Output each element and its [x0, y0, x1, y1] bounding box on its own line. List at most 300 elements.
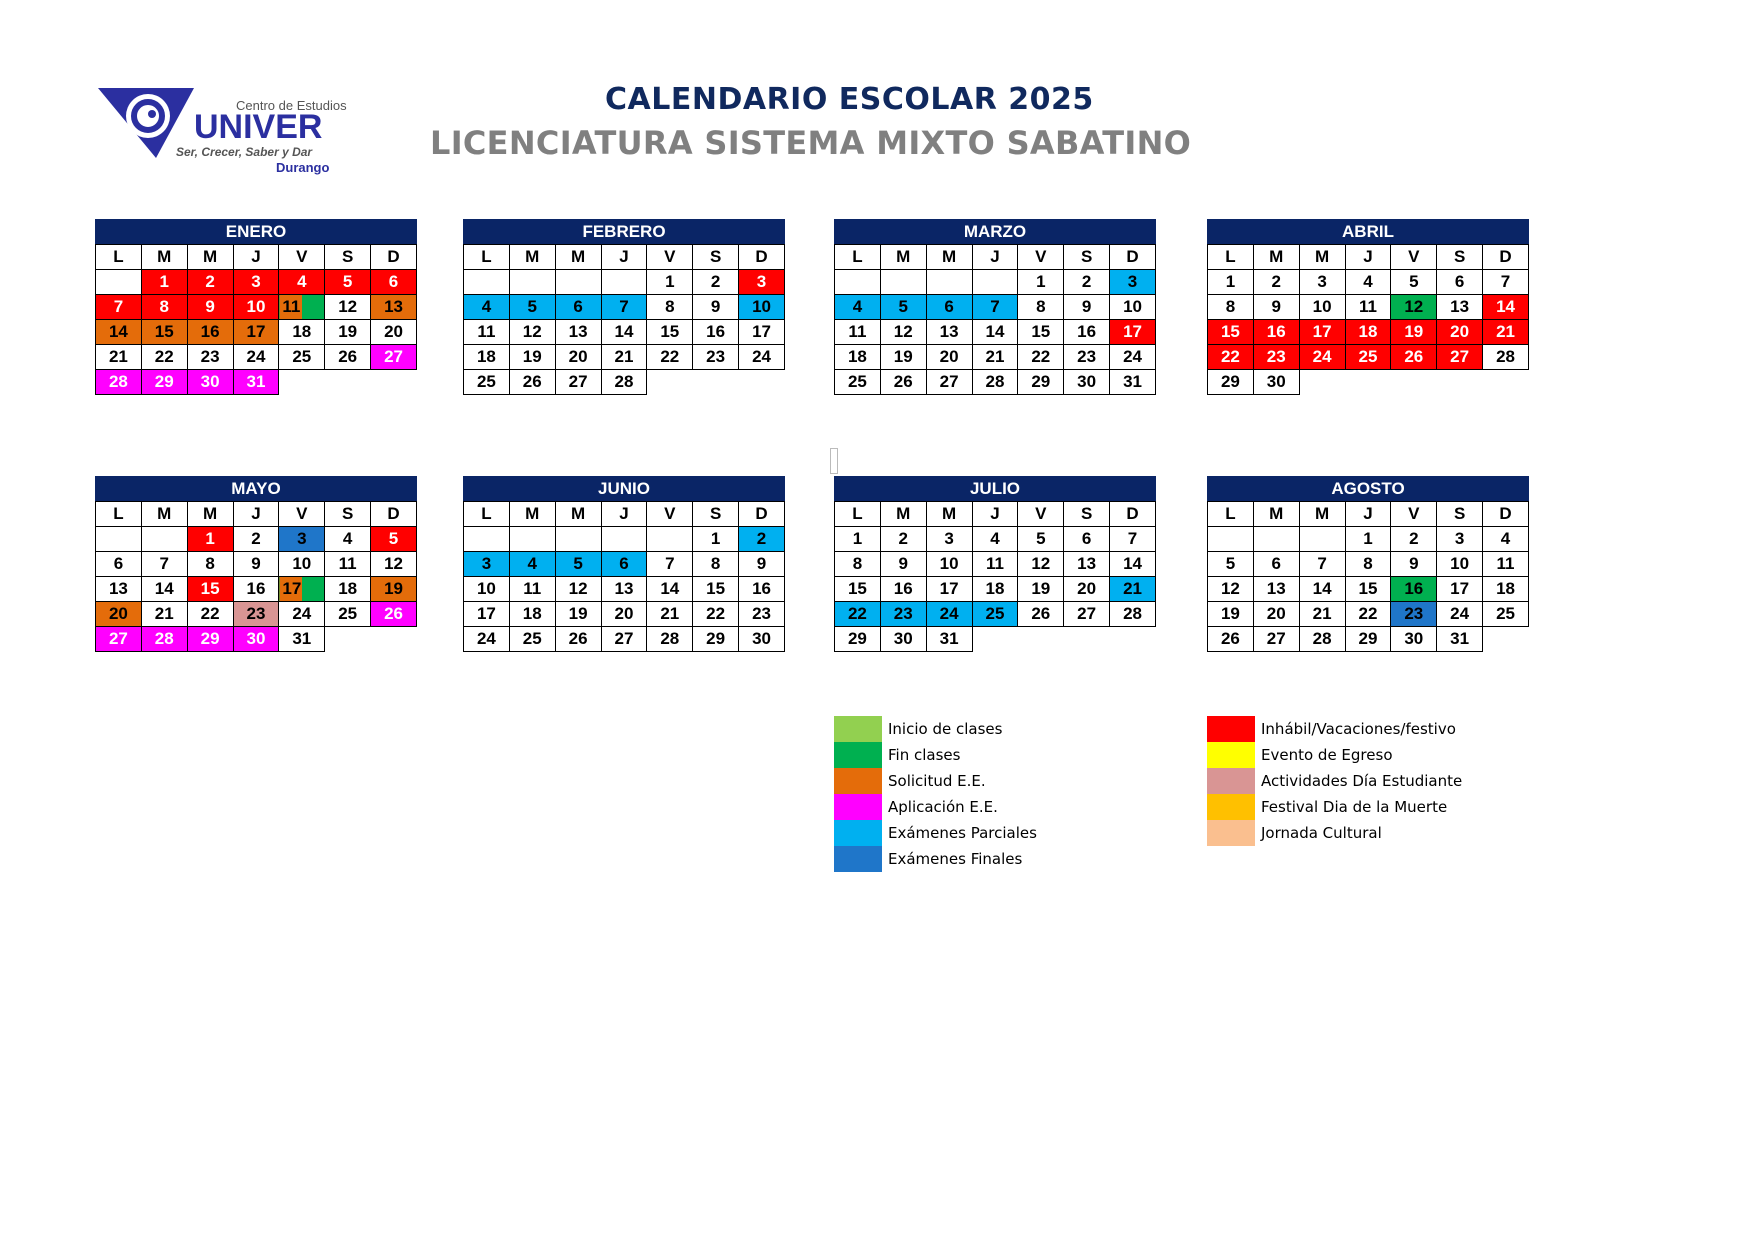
day-cell: 11: [464, 320, 510, 345]
day-cell: 29: [835, 627, 881, 652]
legend-label: Evento de Egreso: [1261, 746, 1393, 764]
day-cell: 17: [1299, 320, 1345, 345]
day-cell: 13: [371, 295, 417, 320]
day-cell: 23: [233, 602, 279, 627]
day-cell: 19: [509, 345, 555, 370]
weekday-header: S: [325, 245, 371, 270]
month-agosto: [1207, 476, 1529, 652]
day-cell: 13: [555, 320, 601, 345]
month-title: ABRIL: [1207, 219, 1529, 244]
empty-day: [509, 527, 555, 552]
legend-label: Inhábil/Vacaciones/festivo: [1261, 720, 1456, 738]
day-cell: 14: [647, 577, 693, 602]
day-cell: 29: [1345, 627, 1391, 652]
day-cell: 16: [693, 320, 739, 345]
empty-day: [555, 270, 601, 295]
day-cell: 10: [464, 577, 510, 602]
day-cell: 7: [96, 295, 142, 320]
day-cell: 28: [972, 370, 1018, 395]
weekday-header: M: [141, 502, 187, 527]
day-cell: 14: [1483, 295, 1529, 320]
weekday-header: L: [96, 502, 142, 527]
day-cell: 15: [141, 320, 187, 345]
day-cell: 12: [1208, 577, 1254, 602]
day-cell: 12: [1391, 295, 1437, 320]
legend-label: Actividades Día Estudiante: [1261, 772, 1463, 790]
day-cell: 18: [1483, 577, 1529, 602]
day-cell: 16: [1253, 320, 1299, 345]
day-cell: 23: [1253, 345, 1299, 370]
blank-cell: [693, 370, 739, 395]
day-cell: 26: [1391, 345, 1437, 370]
legend-item-cultural: [1207, 820, 1382, 846]
day-cell: 12: [880, 320, 926, 345]
legend-swatch: [1207, 820, 1255, 846]
day-cell: 14: [1299, 577, 1345, 602]
day-cell: 15: [1018, 320, 1064, 345]
day-cell: 17: [1437, 577, 1483, 602]
day-cell: 21: [601, 345, 647, 370]
day-cell: 1: [1345, 527, 1391, 552]
day-cell: 19: [555, 602, 601, 627]
day-cell: 18: [279, 320, 325, 345]
day-cell: 27: [1253, 627, 1299, 652]
day-cell: 7: [1299, 552, 1345, 577]
day-cell: 2: [1391, 527, 1437, 552]
day-cell: 3: [1110, 270, 1156, 295]
legend-swatch: [834, 794, 882, 820]
day-cell: 16: [1391, 577, 1437, 602]
day-cell: 22: [1345, 602, 1391, 627]
blank-cell: [1018, 627, 1064, 652]
day-cell: 21: [972, 345, 1018, 370]
legend-label: Exámenes Parciales: [888, 824, 1037, 842]
day-cell: 1: [1018, 270, 1064, 295]
legend-item-fin: [834, 742, 960, 768]
day-cell: 14: [96, 320, 142, 345]
day-cell: 26: [555, 627, 601, 652]
day-cell: 15: [693, 577, 739, 602]
day-cell: 24: [926, 602, 972, 627]
logo-brand: UNIVER: [194, 108, 323, 146]
empty-day: [647, 527, 693, 552]
day-cell: 20: [1253, 602, 1299, 627]
empty-day: [1253, 527, 1299, 552]
weekday-header: M: [555, 502, 601, 527]
day-cell: 31: [926, 627, 972, 652]
legend-item-finales: [834, 846, 1022, 872]
day-cell: 3: [233, 270, 279, 295]
day-cell: 5: [880, 295, 926, 320]
weekday-header: M: [1299, 245, 1345, 270]
legend-swatch: [834, 768, 882, 794]
weekday-header: D: [739, 245, 785, 270]
day-cell: 11: [325, 552, 371, 577]
day-cell: 9: [880, 552, 926, 577]
blank-cell: [1437, 370, 1483, 395]
legend-item-aplicacion: [834, 794, 998, 820]
day-cell: 1: [693, 527, 739, 552]
empty-day: [509, 270, 555, 295]
day-cell: 7: [647, 552, 693, 577]
day-cell: 9: [693, 295, 739, 320]
legend-item-muerte: [1207, 794, 1447, 820]
day-cell: 1: [187, 527, 233, 552]
empty-day: [972, 270, 1018, 295]
day-cell: 2: [880, 527, 926, 552]
weekday-header: D: [1110, 502, 1156, 527]
day-cell: 14: [601, 320, 647, 345]
weekday-header: M: [880, 502, 926, 527]
day-cell: 10: [1299, 295, 1345, 320]
empty-day: [96, 527, 142, 552]
day-cell: 12: [371, 552, 417, 577]
day-cell: 5: [1208, 552, 1254, 577]
empty-day: [141, 527, 187, 552]
day-cell: 8: [1018, 295, 1064, 320]
logo-slogan: Ser, Crecer, Saber y Dar: [176, 145, 313, 159]
legend-item-estudiante: [1207, 768, 1462, 794]
day-cell: 27: [371, 345, 417, 370]
day-cell: 19: [371, 577, 417, 602]
day-cell: 21: [1483, 320, 1529, 345]
day-cell: 30: [233, 627, 279, 652]
day-cell: 12: [509, 320, 555, 345]
day-cell: 8: [141, 295, 187, 320]
day-cell: 13: [96, 577, 142, 602]
empty-day: [880, 270, 926, 295]
day-cell: 18: [464, 345, 510, 370]
day-cell: 24: [464, 627, 510, 652]
day-cell: 13: [1437, 295, 1483, 320]
day-cell: 22: [693, 602, 739, 627]
logo-tagline-top: Centro de Estudios: [236, 98, 347, 113]
weekday-header: S: [693, 502, 739, 527]
day-cell: 30: [1391, 627, 1437, 652]
day-cell: 29: [1018, 370, 1064, 395]
day-cell: 13: [601, 577, 647, 602]
empty-day: [555, 527, 601, 552]
day-cell: 8: [187, 552, 233, 577]
day-cell: 30: [1064, 370, 1110, 395]
day-cell: 3: [926, 527, 972, 552]
day-cell: 4: [464, 295, 510, 320]
day-cell: 25: [279, 345, 325, 370]
weekday-header: V: [647, 245, 693, 270]
legend-item-egreso: [1207, 742, 1393, 768]
blank-cell: [325, 370, 371, 395]
month-title: MARZO: [834, 219, 1156, 244]
day-cell: 4: [509, 552, 555, 577]
weekday-header: S: [1064, 245, 1110, 270]
day-cell: 26: [880, 370, 926, 395]
day-cell: 3: [279, 527, 325, 552]
day-cell: 19: [880, 345, 926, 370]
day-cell: 1: [835, 527, 881, 552]
month-title: JULIO: [834, 476, 1156, 501]
day-cell: 21: [141, 602, 187, 627]
day-cell: 5: [555, 552, 601, 577]
day-cell: 11: [835, 320, 881, 345]
day-cell: 9: [1064, 295, 1110, 320]
day-cell: 19: [325, 320, 371, 345]
empty-day: [1208, 527, 1254, 552]
weekday-header: M: [187, 502, 233, 527]
day-cell: 29: [141, 370, 187, 395]
weekday-header: V: [1391, 245, 1437, 270]
blank-cell: [371, 627, 417, 652]
day-cell: 9: [1253, 295, 1299, 320]
day-cell: 9: [233, 552, 279, 577]
weekday-header: D: [371, 245, 417, 270]
blank-cell: [1391, 370, 1437, 395]
weekday-header: M: [1253, 502, 1299, 527]
weekday-header: J: [972, 245, 1018, 270]
weekday-header: M: [509, 502, 555, 527]
day-cell: 14: [1110, 552, 1156, 577]
weekday-header: L: [835, 245, 881, 270]
weekday-header: D: [1110, 245, 1156, 270]
day-cell: 12: [325, 295, 371, 320]
day-cell: 23: [739, 602, 785, 627]
day-cell: 23: [187, 345, 233, 370]
day-cell: 20: [926, 345, 972, 370]
weekday-header: D: [1483, 502, 1529, 527]
empty-day: [601, 270, 647, 295]
day-cell: 30: [187, 370, 233, 395]
weekday-header: V: [647, 502, 693, 527]
legend-label: Jornada Cultural: [1261, 824, 1382, 842]
day-cell: 10: [1110, 295, 1156, 320]
legend-item-inicio: [834, 716, 1002, 742]
day-cell: 26: [1018, 602, 1064, 627]
weekday-header: V: [279, 245, 325, 270]
day-cell: 15: [1208, 320, 1254, 345]
blank-cell: [1483, 627, 1529, 652]
day-cell: 28: [601, 370, 647, 395]
day-cell: 20: [601, 602, 647, 627]
weekday-header: V: [1391, 502, 1437, 527]
day-cell: 6: [371, 270, 417, 295]
weekday-header: V: [1018, 502, 1064, 527]
weekday-header: S: [1437, 502, 1483, 527]
day-cell: 10: [739, 295, 785, 320]
day-cell: 15: [647, 320, 693, 345]
day-cell: 20: [1064, 577, 1110, 602]
day-cell: 13: [926, 320, 972, 345]
day-cell: 1: [141, 270, 187, 295]
day-cell: 24: [233, 345, 279, 370]
blank-cell: [1345, 370, 1391, 395]
legend-label: Festival Dia de la Muerte: [1261, 798, 1448, 816]
day-cell: 22: [835, 602, 881, 627]
day-cell: 11: [1345, 295, 1391, 320]
day-cell: 14: [141, 577, 187, 602]
legend-swatch: [1207, 742, 1255, 768]
day-cell: 9: [1391, 552, 1437, 577]
day-cell: 17: [739, 320, 785, 345]
blank-cell: [972, 627, 1018, 652]
day-cell: 28: [1483, 345, 1529, 370]
day-cell: 21: [1299, 602, 1345, 627]
day-cell: 22: [141, 345, 187, 370]
day-cell: 6: [926, 295, 972, 320]
day-cell: 10: [233, 295, 279, 320]
legend-item-solicitud: [834, 768, 986, 794]
day-cell: 2: [187, 270, 233, 295]
day-cell: 7: [141, 552, 187, 577]
day-cell: 7: [601, 295, 647, 320]
day-cell: 15: [187, 577, 233, 602]
month-abril: [1207, 219, 1529, 395]
day-cell: 26: [371, 602, 417, 627]
day-cell: 8: [647, 295, 693, 320]
weekday-header: D: [371, 502, 417, 527]
month-title: FEBRERO: [463, 219, 785, 244]
day-cell: 1: [1208, 270, 1254, 295]
blank-cell: [1110, 627, 1156, 652]
weekday-header: M: [926, 245, 972, 270]
blank-cell: [1299, 370, 1345, 395]
weekday-header: S: [325, 502, 371, 527]
weekday-header: J: [601, 245, 647, 270]
month-marzo: [834, 219, 1156, 395]
day-cell: 30: [739, 627, 785, 652]
day-cell: 27: [555, 370, 601, 395]
day-cell: 6: [96, 552, 142, 577]
legend-swatch: [834, 742, 882, 768]
day-cell: 5: [1018, 527, 1064, 552]
day-cell: 3: [464, 552, 510, 577]
univer-logo: [96, 86, 352, 178]
day-cell: 29: [187, 627, 233, 652]
day-cell: 13: [1253, 577, 1299, 602]
legend-swatch: [1207, 794, 1255, 820]
day-cell: 18: [835, 345, 881, 370]
day-cell: 6: [1253, 552, 1299, 577]
day-cell: 27: [1437, 345, 1483, 370]
page-title: CALENDARIO ESCOLAR 2025: [605, 82, 1094, 117]
day-cell: 19: [1391, 320, 1437, 345]
weekday-header: D: [739, 502, 785, 527]
empty-day: [96, 270, 142, 295]
day-cell: 24: [1437, 602, 1483, 627]
weekday-header: M: [880, 245, 926, 270]
weekday-header: L: [1208, 502, 1254, 527]
empty-day: [601, 527, 647, 552]
day-cell: 17: [464, 602, 510, 627]
legend-item-inhabil: [1207, 716, 1456, 742]
day-cell: 18: [1345, 320, 1391, 345]
day-cell: 16: [739, 577, 785, 602]
day-cell: 4: [1345, 270, 1391, 295]
day-cell: 5: [371, 527, 417, 552]
blank-cell: [1064, 627, 1110, 652]
weekday-header: J: [1345, 245, 1391, 270]
legend-label: Fin clases: [888, 746, 961, 764]
legend-label: Exámenes Finales: [888, 850, 1023, 868]
weekday-header: V: [1018, 245, 1064, 270]
day-cell: 25: [464, 370, 510, 395]
weekday-header: M: [555, 245, 601, 270]
weekday-header: J: [233, 245, 279, 270]
weekday-header: L: [96, 245, 142, 270]
empty-day: [835, 270, 881, 295]
day-cell: 30: [880, 627, 926, 652]
day-cell: 21: [1110, 577, 1156, 602]
page-subtitle: LICENCIATURA SISTEMA MIXTO SABATINO: [430, 124, 1192, 162]
day-cell: 11: [1483, 552, 1529, 577]
day-cell: 31: [279, 627, 325, 652]
day-cell: 21: [647, 602, 693, 627]
day-cell: 10: [279, 552, 325, 577]
day-cell: 20: [555, 345, 601, 370]
day-cell: 16: [1064, 320, 1110, 345]
legend-label: Solicitud E.E.: [888, 772, 986, 790]
month-junio: [463, 476, 785, 652]
weekday-header: J: [1345, 502, 1391, 527]
weekday-header: M: [187, 245, 233, 270]
day-cell: 8: [835, 552, 881, 577]
day-cell: 28: [1299, 627, 1345, 652]
day-cell: 5: [509, 295, 555, 320]
day-cell: 22: [1208, 345, 1254, 370]
day-cell: 17: [279, 577, 325, 602]
blank-cell: [1483, 370, 1529, 395]
empty-day: [464, 527, 510, 552]
day-cell: 30: [1253, 370, 1299, 395]
day-cell: 9: [187, 295, 233, 320]
day-cell: 25: [1483, 602, 1529, 627]
day-cell: 6: [1437, 270, 1483, 295]
logo-city: Durango: [276, 160, 330, 175]
month-title: ENERO: [95, 219, 417, 244]
day-cell: 27: [96, 627, 142, 652]
day-cell: 4: [972, 527, 1018, 552]
day-cell: 14: [972, 320, 1018, 345]
month-febrero: [463, 219, 785, 395]
day-cell: 31: [233, 370, 279, 395]
day-cell: 2: [1064, 270, 1110, 295]
day-cell: 25: [835, 370, 881, 395]
day-cell: 7: [972, 295, 1018, 320]
day-cell: 11: [509, 577, 555, 602]
day-cell: 3: [1299, 270, 1345, 295]
day-cell: 4: [835, 295, 881, 320]
month-title: AGOSTO: [1207, 476, 1529, 501]
weekday-header: M: [509, 245, 555, 270]
day-cell: 8: [1208, 295, 1254, 320]
day-cell: 22: [1018, 345, 1064, 370]
day-cell: 21: [96, 345, 142, 370]
day-cell: 22: [647, 345, 693, 370]
weekday-header: V: [279, 502, 325, 527]
day-cell: 28: [1110, 602, 1156, 627]
legend-label: Aplicación E.E.: [888, 798, 998, 816]
day-cell: 19: [1208, 602, 1254, 627]
day-cell: 23: [693, 345, 739, 370]
empty-day: [464, 270, 510, 295]
weekday-header: L: [464, 502, 510, 527]
empty-day: [926, 270, 972, 295]
legend-swatch: [1207, 768, 1255, 794]
day-cell: 8: [1345, 552, 1391, 577]
day-cell: 28: [647, 627, 693, 652]
day-cell: 4: [325, 527, 371, 552]
day-cell: 26: [1208, 627, 1254, 652]
blank-cell: [739, 370, 785, 395]
day-cell: 4: [279, 270, 325, 295]
